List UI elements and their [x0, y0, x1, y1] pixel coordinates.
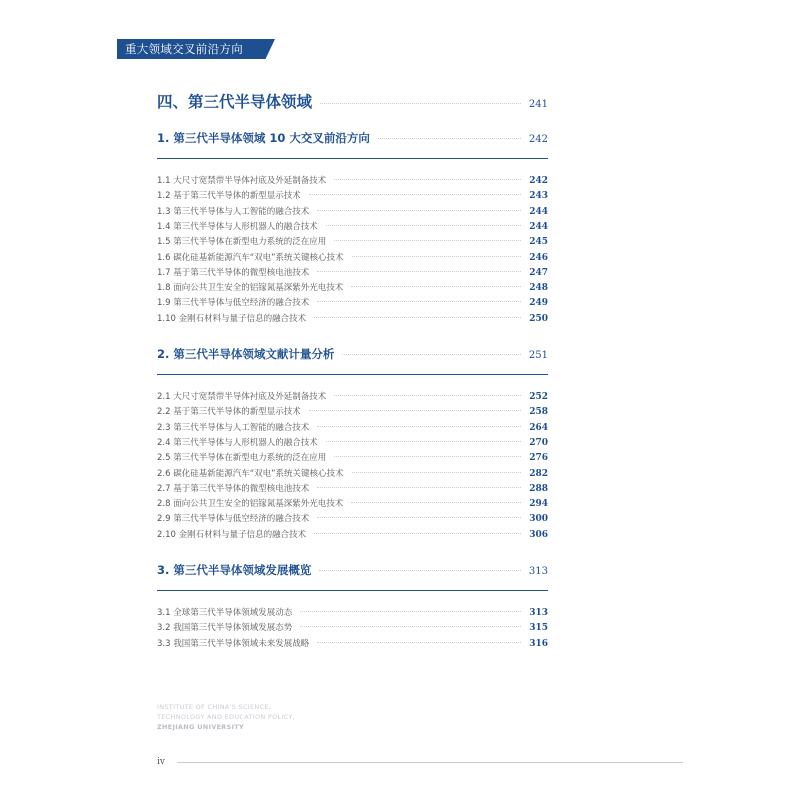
footer-page-number: iv — [157, 757, 165, 767]
toc-section-3[interactable] — [157, 562, 548, 578]
dot-leader — [334, 240, 521, 241]
institute-line-2: TECHNOLOGY AND EDUCATION POLICY, — [157, 713, 296, 721]
toc-item-label: 2.2 基于第三代半导体的新型显示技术 — [157, 407, 301, 418]
toc-item[interactable] — [157, 174, 548, 189]
toc-item-page-number: 270 — [529, 437, 548, 448]
dot-leader — [351, 286, 521, 287]
section-divider — [157, 590, 548, 591]
toc-item[interactable] — [157, 251, 548, 266]
toc-item-label: 2.5 第三代半导体在新型电力系统的泛在应用 — [157, 453, 327, 464]
toc-item-page-number: 247 — [529, 267, 548, 278]
toc-item[interactable] — [157, 421, 548, 436]
toc-item[interactable] — [157, 235, 548, 250]
dot-leader — [317, 301, 521, 302]
toc-item-page-number: 248 — [529, 283, 548, 294]
dot-leader — [314, 533, 521, 534]
toc-item-page-number: 288 — [529, 483, 548, 494]
toc-item[interactable] — [157, 436, 548, 451]
dot-leader — [317, 426, 521, 427]
dot-leader — [326, 441, 521, 442]
institute-line-1: INSTITUTE OF CHINA'S SCIENCE, — [157, 703, 272, 711]
toc-item-page-number: 249 — [529, 298, 548, 309]
toc-item[interactable] — [157, 512, 548, 527]
toc-item[interactable] — [157, 220, 548, 235]
section-page-number: 242 — [528, 134, 548, 145]
dot-leader — [352, 256, 522, 257]
toc-item[interactable] — [157, 606, 548, 621]
toc-item-label: 2.1 大尺寸宽禁带半导体衬底及外延制备技术 — [157, 392, 327, 402]
dot-leader — [309, 410, 521, 411]
toc-item-label: 3.3 我国第三代半导体领域未来发展战略 — [157, 638, 310, 649]
footer-divider — [177, 762, 683, 763]
toc-item-label: 1.2 基于第三代半导体的新型显示技术 — [157, 191, 301, 202]
toc-item[interactable] — [157, 451, 548, 466]
institute-watermark — [157, 702, 295, 732]
toc-item[interactable] — [157, 390, 548, 405]
header-banner-title: 重大领域交叉前沿方向 — [125, 42, 243, 56]
dot-leader — [300, 626, 521, 627]
toc-item-label: 1.7 基于第三代半导体的微型核电池技术 — [157, 267, 310, 278]
toc-item-page-number: 300 — [529, 514, 548, 525]
toc-item-label: 2.3 第三代半导体与人工智能的融合技术 — [157, 422, 310, 433]
dot-leader — [320, 103, 521, 104]
toc-item-label: 2.7 基于第三代半导体的微型核电池技术 — [157, 483, 310, 494]
toc-item-label: 1.9 第三代半导体与低空经济的融合技术 — [157, 298, 310, 309]
toc-item-label: 3.1 全球第三代半导体领域发展动态 — [157, 608, 293, 618]
toc-item[interactable] — [157, 296, 548, 311]
dot-leader — [334, 179, 521, 180]
toc-item-label: 2.8 面向公共卫生安全的铝镓氮基深紫外光电技术 — [157, 499, 344, 510]
dot-leader — [334, 395, 521, 396]
dot-leader — [317, 517, 521, 518]
section-title: 2. 第三代半导体领域文献计量分析 — [157, 347, 335, 361]
toc-item[interactable] — [157, 312, 548, 327]
toc-item-page-number: 315 — [529, 623, 548, 634]
toc-item[interactable] — [157, 528, 548, 543]
toc-item[interactable] — [157, 205, 548, 220]
toc-item[interactable] — [157, 281, 548, 296]
toc-item[interactable] — [157, 405, 548, 420]
section-title: 3. 第三代半导体领域发展概览 — [157, 563, 312, 577]
toc-item-label: 1.5 第三代半导体在新型电力系统的泛在应用 — [157, 237, 327, 248]
toc-item-label: 2.10 金刚石材料与量子信息的融合技术 — [157, 529, 307, 540]
toc-item[interactable] — [157, 621, 548, 636]
toc-item-label: 2.4 第三代半导体与人形机器人的融合技术 — [157, 437, 318, 448]
dot-leader — [317, 210, 521, 211]
dot-leader — [342, 354, 521, 355]
toc-item-page-number: 276 — [529, 453, 548, 464]
toc-item-page-number: 264 — [529, 422, 548, 433]
toc-part-heading[interactable] — [157, 90, 548, 112]
toc-item-page-number: 246 — [529, 252, 548, 263]
toc-item[interactable] — [157, 482, 548, 497]
toc-item[interactable] — [157, 467, 548, 482]
section-divider — [157, 158, 548, 159]
toc-item-page-number: 245 — [529, 237, 548, 248]
toc-item-label: 1.8 面向公共卫生安全的铝镓氮基深紫外光电技术 — [157, 283, 344, 294]
toc-item-label: 1.6 碳化硅基新能源汽车“双电”系统关键核心技术 — [157, 252, 344, 263]
toc-item-page-number: 316 — [529, 638, 548, 649]
toc-item-label: 1.4 第三代半导体与人形机器人的融合技术 — [157, 221, 318, 232]
dot-leader — [317, 487, 521, 488]
section-page-number: 313 — [528, 566, 548, 577]
toc-item-label: 1.10 金刚石材料与量子信息的融合技术 — [157, 313, 307, 324]
dot-leader — [326, 225, 521, 226]
dot-leader — [300, 611, 521, 612]
dot-leader — [352, 472, 522, 473]
toc-section-1[interactable] — [157, 130, 548, 146]
dot-leader — [314, 317, 521, 318]
dot-leader — [317, 642, 521, 643]
section-page-number: 251 — [528, 350, 548, 361]
toc-item[interactable] — [157, 189, 548, 204]
toc-item-page-number: 244 — [529, 206, 548, 217]
toc-item-label: 1.3 第三代半导体与人工智能的融合技术 — [157, 206, 310, 217]
toc-item-label: 2.6 碳化硅基新能源汽车“双电”系统关键核心技术 — [157, 468, 344, 479]
toc-item-label: 3.2 我国第三代半导体领域发展态势 — [157, 623, 293, 634]
dot-leader — [317, 271, 521, 272]
toc-item-page-number: 258 — [529, 407, 548, 418]
toc-item[interactable] — [157, 637, 548, 652]
toc-item-page-number: 282 — [529, 468, 548, 479]
dot-leader — [378, 138, 521, 139]
toc-item-page-number: 242 — [529, 176, 548, 186]
toc-item-label: 1.1 大尺寸宽禁带半导体衬底及外延制备技术 — [157, 176, 327, 186]
toc-item[interactable] — [157, 497, 548, 512]
toc-item-page-number: 244 — [529, 221, 548, 232]
toc-section-2[interactable] — [157, 346, 548, 362]
toc-item-page-number: 250 — [529, 313, 548, 324]
toc-item-page-number: 306 — [529, 529, 548, 540]
institute-line-3: ZHEJIANG UNIVERSITY — [157, 723, 245, 731]
part-page-number: 241 — [528, 99, 548, 110]
section-title: 1. 第三代半导体领域 10 大交叉前沿方向 — [157, 131, 370, 145]
toc-item[interactable] — [157, 266, 548, 281]
part-title: 四、第三代半导体领域 — [157, 93, 313, 111]
toc-item-page-number: 313 — [529, 608, 548, 618]
section-divider — [157, 374, 548, 375]
dot-leader — [351, 502, 521, 503]
toc-item-page-number: 252 — [529, 392, 548, 402]
dot-leader — [334, 456, 521, 457]
dot-leader — [309, 194, 521, 195]
toc-item-label: 2.9 第三代半导体与低空经济的融合技术 — [157, 514, 310, 525]
toc-item-page-number: 243 — [529, 191, 548, 202]
toc-item-page-number: 294 — [529, 499, 548, 510]
dot-leader — [319, 570, 521, 571]
